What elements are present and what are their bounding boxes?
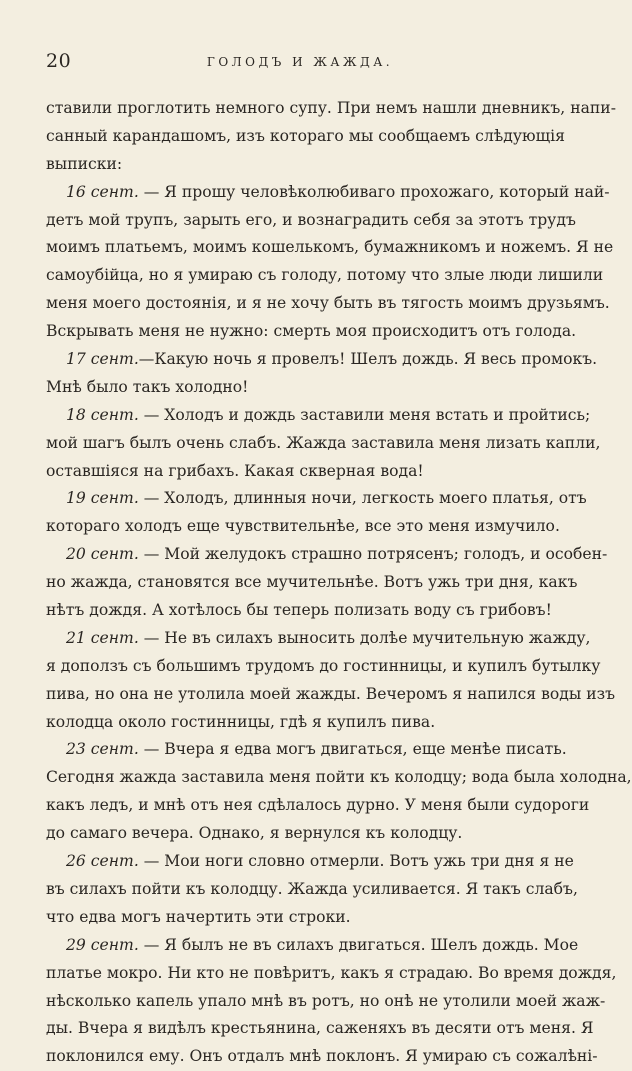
entry-date: 26 сент. <box>66 852 139 871</box>
line-text: нѣтъ дождя. А хотѣлось бы теперь полизать воду съ грибовъ! <box>46 601 552 620</box>
line-text: какъ ледъ, и мнѣ отъ нея сдѣлалось дурно. У меня были судороги <box>46 796 590 815</box>
diary-entry-line <box>46 179 610 207</box>
line-text: — Я прошу человѣколюбиваго прохожаго, который най- <box>138 182 610 201</box>
entry-date: 18 сент. <box>66 405 139 424</box>
line-text: выписки: <box>46 154 123 173</box>
text-line <box>46 458 552 486</box>
line-text: поклонился ему. Онъ отдалъ мнѣ поклонъ. Я умираю съ сожалѣні- <box>46 1047 598 1066</box>
text-line <box>46 653 601 681</box>
entry-date: 20 сент. <box>66 545 139 564</box>
page-number: 20 <box>46 50 72 72</box>
line-text: санный карандашомъ, изъ котораго мы сообщаемъ слѣдующія <box>46 126 565 145</box>
text-line <box>46 709 552 737</box>
text-line <box>46 569 578 597</box>
running-title: ГОЛОДЪ И ЖАЖДА. <box>206 55 394 69</box>
line-text: платье мокро. Ни кто не повѣритъ, какъ я страдаю. Во время дождя, <box>46 963 617 982</box>
text-line <box>46 764 632 792</box>
text-line <box>46 207 576 235</box>
text-line <box>46 374 552 402</box>
line-text: меня моего достоянія, и я не хочу быть въ тягость моимъ друзьямъ. <box>46 294 610 313</box>
line-text: что едва могъ начертить эти строки. <box>46 907 351 926</box>
text-line <box>46 1015 594 1043</box>
line-text: — Я былъ не въ силахъ двигаться. Шелъ дождь. Мое <box>138 935 579 954</box>
line-text: мой шагъ былъ очень слабъ. Жажда заставила меня лизать капли, <box>46 433 601 452</box>
text-line <box>46 318 577 346</box>
body-text <box>46 95 632 1071</box>
diary-entry-line <box>46 485 587 513</box>
line-text: оставшіяся на грибахъ. Какая скверная вода! <box>46 461 424 480</box>
line-text: — Мой желудокъ страшно потрясенъ; голодъ, и особен- <box>138 545 608 564</box>
text-line <box>46 1043 598 1071</box>
line-text: — Мои ноги словно отмерли. Вотъ ужь три дня я не <box>138 852 574 871</box>
entry-date: 19 сент. <box>66 489 139 508</box>
entry-date: 29 сент. <box>66 935 139 954</box>
line-text: Сегодня жажда заставила меня пойти къ колодцу; вода была холодна, <box>46 768 632 787</box>
line-text: до самаго вечера. Однако, я вернулся къ колодцу. <box>46 824 463 843</box>
line-text: самоубійца, но я умираю съ голоду, потому что злые люди лишили <box>46 266 604 285</box>
text-line <box>46 876 578 904</box>
line-text: пива, но она не утолила моей жажды. Вечеромъ я напился воды изъ <box>46 684 616 703</box>
line-text: но жажда, становятся все мучительнѣе. Вотъ ужь три дня, какъ <box>46 573 578 592</box>
line-text: въ силахъ пойти къ колодцу. Жажда усиливается. Я такъ слабъ, <box>46 879 578 898</box>
line-text: —Какую ночь я провелъ! Шелъ дождь. Я весь промокъ. <box>138 350 598 369</box>
text-line <box>46 95 616 123</box>
line-text: нѣсколько капель упало мнѣ въ ротъ, но онѣ не утолили моей жаж- <box>46 991 606 1010</box>
text-line <box>46 262 604 290</box>
line-text: ставили проглотить немного супу. При немъ нашли дневникъ, напи- <box>46 99 616 117</box>
line-text: — Холодъ, длинныя ночи, легкость моего платья, отъ <box>138 489 587 508</box>
entry-date: 16 сент. <box>66 182 139 201</box>
line-text: моимъ платьемъ, моимъ кошелькомъ, бумажникомъ и ножемъ. Я не <box>46 238 614 257</box>
text-line <box>46 792 590 820</box>
text-line <box>46 904 552 932</box>
diary-entry-line <box>46 736 567 764</box>
entry-date: 17 сент. <box>66 350 139 369</box>
text-line <box>46 988 606 1016</box>
text-line <box>46 960 617 988</box>
line-text: Вскрывать меня не нужно: смерть моя происходитъ отъ голода. <box>46 322 577 341</box>
text-line <box>46 597 552 625</box>
text-line <box>46 513 560 541</box>
entry-date: 21 сент. <box>66 628 139 647</box>
diary-entry-line <box>46 402 591 430</box>
text-line <box>46 290 610 318</box>
text-line <box>46 234 614 262</box>
line-text: детъ мой трупъ, зарыть его, и вознаградить себя за этотъ трудъ <box>46 210 576 229</box>
text-line <box>46 681 616 709</box>
text-line <box>46 430 601 458</box>
line-text: котораго холодъ еще чувствительнѣе, все это меня измучило. <box>46 517 560 536</box>
line-text: — Не въ силахъ выносить долѣе мучительную жажду, <box>138 628 591 647</box>
line-text: колодца около гостинницы, гдѣ я купилъ пива. <box>46 712 436 731</box>
entry-date: 23 сент. <box>66 740 139 759</box>
line-text: я доползъ съ большимъ трудомъ до гостинницы, и купилъ бутылку <box>46 656 601 675</box>
text-line <box>46 820 552 848</box>
text-line <box>46 151 552 179</box>
diary-entry-line <box>46 541 608 569</box>
diary-entry-line <box>46 848 574 876</box>
line-text: — Холодъ и дождь заставили меня встать и пройтись; <box>138 405 591 424</box>
diary-entry-line <box>46 932 579 960</box>
line-text: ды. Вчера я видѣлъ крестьянина, саженяхъ въ десяти отъ меня. Я <box>46 1019 594 1038</box>
diary-entry-line <box>46 346 598 374</box>
diary-entry-line <box>46 625 591 653</box>
line-text: — Вчера я едва могъ двигаться, еще менѣе писать. <box>138 740 567 759</box>
line-text: Мнѣ было такъ холодно! <box>46 377 249 396</box>
text-line <box>46 123 565 151</box>
